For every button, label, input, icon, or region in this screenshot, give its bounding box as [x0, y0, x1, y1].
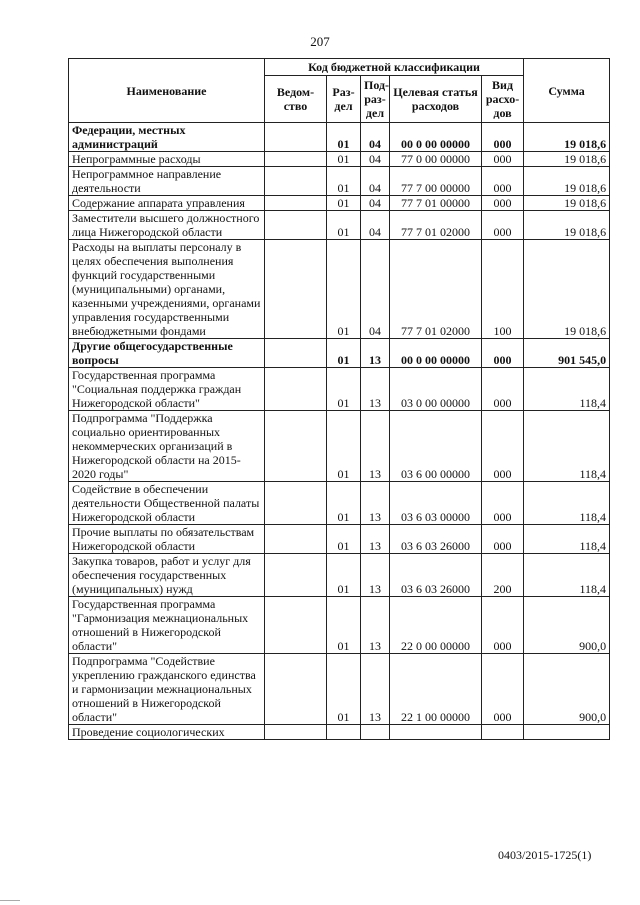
- row-name: Непрограммное направление деятельности: [69, 167, 265, 196]
- row-amount: 901 545,0: [524, 339, 610, 368]
- row-target-article: 00 0 00 00000: [390, 123, 482, 152]
- table-row: [69, 123, 610, 152]
- table-row: [69, 597, 610, 654]
- row-amount: 900,0: [524, 597, 610, 654]
- row-podrazdel: 04: [361, 240, 390, 339]
- row-podrazdel: 04: [361, 196, 390, 211]
- row-amount: 19 018,6: [524, 167, 610, 196]
- row-podrazdel: 13: [361, 654, 390, 725]
- row-name: Проведение социологических: [69, 725, 265, 740]
- row-amount: 19 018,6: [524, 211, 610, 240]
- row-target-article: 77 0 00 00000: [390, 152, 482, 167]
- table-header: [69, 59, 610, 123]
- header-vedomstvo: Ведом-ство: [265, 76, 327, 123]
- table-row: [69, 152, 610, 167]
- row-vedomstvo: [265, 554, 327, 597]
- row-podrazdel: 04: [361, 123, 390, 152]
- row-vedomstvo: [265, 211, 327, 240]
- row-amount: 118,4: [524, 411, 610, 482]
- row-expense-type: [482, 725, 524, 740]
- row-expense-type: 200: [482, 554, 524, 597]
- row-razdel: 01: [327, 554, 361, 597]
- header-podrazdel: Под-раз-дел: [361, 76, 390, 123]
- row-name: Другие общегосударственные вопросы: [69, 339, 265, 368]
- page-number: 207: [310, 34, 330, 49]
- row-target-article: 22 0 00 00000: [390, 597, 482, 654]
- row-name: Федерации, местных администраций: [69, 123, 265, 152]
- row-amount: 19 018,6: [524, 123, 610, 152]
- row-expense-type: 000: [482, 167, 524, 196]
- row-razdel: 01: [327, 597, 361, 654]
- table-row: [69, 240, 610, 339]
- table-body: [69, 123, 610, 740]
- document-code: 0403/2015-1725(1): [498, 848, 592, 862]
- row-target-article: 00 0 00 00000: [390, 339, 482, 368]
- row-name: Закупка товаров, работ и услуг для обеспечения государственных (муниципальных) нужд: [69, 554, 265, 597]
- row-expense-type: 000: [482, 123, 524, 152]
- row-razdel: 01: [327, 211, 361, 240]
- row-podrazdel: 13: [361, 597, 390, 654]
- row-amount: 118,4: [524, 525, 610, 554]
- row-expense-type: 000: [482, 211, 524, 240]
- row-expense-type: 000: [482, 152, 524, 167]
- row-razdel: 01: [327, 339, 361, 368]
- row-vedomstvo: [265, 123, 327, 152]
- row-name: Государственная программа "Социальная поддержка граждан Нижегородской области": [69, 368, 265, 411]
- row-expense-type: 000: [482, 339, 524, 368]
- row-razdel: [327, 725, 361, 740]
- row-name: Непрограммные расходы: [69, 152, 265, 167]
- row-target-article: [390, 725, 482, 740]
- row-target-article: 03 0 00 00000: [390, 368, 482, 411]
- row-target-article: 77 7 01 00000: [390, 196, 482, 211]
- header-classification-group: Код бюджетной классификации: [265, 59, 524, 76]
- row-name: Подпрограмма "Содействие укреплению гражданского единства и гармонизации межнациональных отношений в Нижегородской области": [69, 654, 265, 725]
- row-razdel: 01: [327, 654, 361, 725]
- row-podrazdel: 13: [361, 339, 390, 368]
- row-name: Подпрограмма "Поддержка социально ориентированных некоммерческих организаций в Нижегородской области на 2015-2020 годы": [69, 411, 265, 482]
- header-razdel: Раз-дел: [327, 76, 361, 123]
- row-vedomstvo: [265, 196, 327, 211]
- row-vedomstvo: [265, 725, 327, 740]
- row-name: Заместители высшего должностного лица Нижегородской области: [69, 211, 265, 240]
- row-razdel: 01: [327, 525, 361, 554]
- row-amount: [524, 725, 610, 740]
- row-expense-type: 000: [482, 411, 524, 482]
- row-podrazdel: 04: [361, 152, 390, 167]
- row-razdel: 01: [327, 196, 361, 211]
- row-expense-type: 000: [482, 196, 524, 211]
- row-name: Прочие выплаты по обязательствам Нижегородской области: [69, 525, 265, 554]
- row-target-article: 03 6 03 26000: [390, 525, 482, 554]
- row-expense-type: 000: [482, 368, 524, 411]
- row-target-article: 03 6 00 00000: [390, 411, 482, 482]
- row-razdel: 01: [327, 123, 361, 152]
- row-razdel: 01: [327, 411, 361, 482]
- row-amount: 19 018,6: [524, 196, 610, 211]
- row-amount: 19 018,6: [524, 240, 610, 339]
- row-target-article: 03 6 03 26000: [390, 554, 482, 597]
- row-name: Расходы на выплаты персоналу в целях обеспечения выполнения функций государственными (муниципальными) органами, казенными учреждениями, органами управления государственными внебюджетными фондами: [69, 240, 265, 339]
- table-row: [69, 211, 610, 240]
- row-vedomstvo: [265, 654, 327, 725]
- row-razdel: 01: [327, 167, 361, 196]
- row-podrazdel: 13: [361, 368, 390, 411]
- row-vedomstvo: [265, 167, 327, 196]
- row-vedomstvo: [265, 339, 327, 368]
- row-podrazdel: 04: [361, 211, 390, 240]
- row-amount: 118,4: [524, 482, 610, 525]
- row-target-article: 77 7 01 02000: [390, 240, 482, 339]
- row-expense-type: 000: [482, 654, 524, 725]
- table-row: [69, 654, 610, 725]
- row-vedomstvo: [265, 240, 327, 339]
- row-target-article: 22 1 00 00000: [390, 654, 482, 725]
- row-target-article: 77 7 00 00000: [390, 167, 482, 196]
- table-row: [69, 725, 610, 740]
- table-row: [69, 368, 610, 411]
- row-expense-type: 000: [482, 525, 524, 554]
- row-amount: 118,4: [524, 368, 610, 411]
- table-row: [69, 167, 610, 196]
- row-razdel: 01: [327, 152, 361, 167]
- row-expense-type: 000: [482, 597, 524, 654]
- table-row: [69, 411, 610, 482]
- row-vedomstvo: [265, 525, 327, 554]
- row-vedomstvo: [265, 482, 327, 525]
- row-name: Государственная программа "Гармонизация межнациональных отношений в Нижегородской области": [69, 597, 265, 654]
- row-amount: 118,4: [524, 554, 610, 597]
- header-expense-type: Вид расхо-дов: [482, 76, 524, 123]
- row-vedomstvo: [265, 368, 327, 411]
- row-podrazdel: 13: [361, 554, 390, 597]
- row-podrazdel: [361, 725, 390, 740]
- row-razdel: 01: [327, 368, 361, 411]
- header-amount: Сумма: [524, 59, 610, 123]
- scan-edge-mark: [0, 900, 20, 901]
- budget-table: [68, 58, 610, 740]
- row-podrazdel: 13: [361, 482, 390, 525]
- row-vedomstvo: [265, 597, 327, 654]
- table-row: [69, 525, 610, 554]
- row-podrazdel: 13: [361, 411, 390, 482]
- row-amount: 19 018,6: [524, 152, 610, 167]
- row-target-article: 03 6 03 00000: [390, 482, 482, 525]
- row-podrazdel: 04: [361, 167, 390, 196]
- row-razdel: 01: [327, 482, 361, 525]
- table-row: [69, 554, 610, 597]
- row-expense-type: 100: [482, 240, 524, 339]
- header-name: Наименование: [69, 59, 265, 123]
- row-target-article: 77 7 01 02000: [390, 211, 482, 240]
- table-row: [69, 482, 610, 525]
- row-podrazdel: 13: [361, 525, 390, 554]
- row-vedomstvo: [265, 152, 327, 167]
- table-row: [69, 339, 610, 368]
- row-name: Содействие в обеспечении деятельности Общественной палаты Нижегородской области: [69, 482, 265, 525]
- row-expense-type: 000: [482, 482, 524, 525]
- row-amount: 900,0: [524, 654, 610, 725]
- header-target-article: Целевая статья расходов: [390, 76, 482, 123]
- row-name: Содержание аппарата управления: [69, 196, 265, 211]
- row-razdel: 01: [327, 240, 361, 339]
- row-vedomstvo: [265, 411, 327, 482]
- table-row: [69, 196, 610, 211]
